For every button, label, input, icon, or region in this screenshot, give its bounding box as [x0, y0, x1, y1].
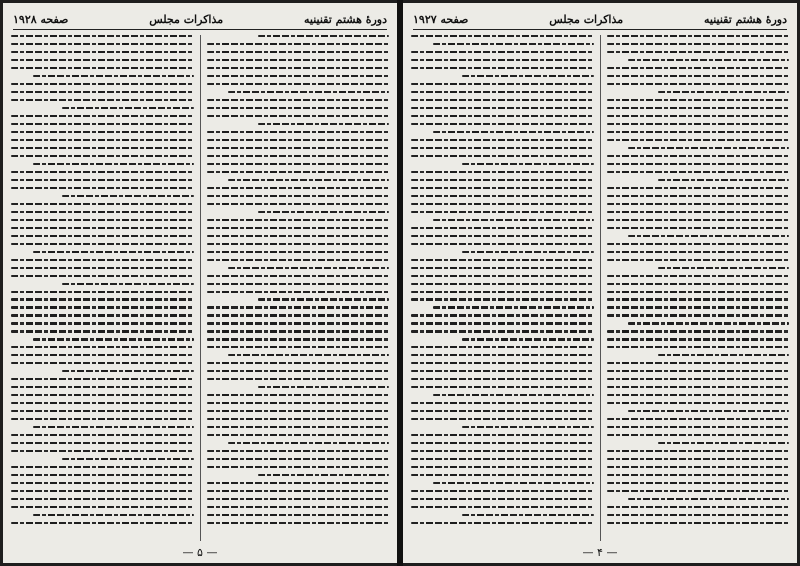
- text-line: [411, 458, 594, 460]
- text-line: [207, 498, 390, 500]
- text-line: [411, 267, 594, 269]
- text-line: [11, 139, 194, 141]
- text-line: [607, 386, 790, 388]
- text-line: [207, 291, 390, 293]
- text-line: [207, 506, 390, 508]
- text-line: [11, 498, 194, 500]
- header-session: دورهٔ هشتم تقنینیه: [304, 12, 387, 26]
- text-line: [607, 67, 790, 69]
- text-columns: [411, 35, 789, 541]
- column-divider: [600, 35, 601, 541]
- text-line: [411, 243, 594, 245]
- text-line: [33, 426, 194, 428]
- text-line: [11, 386, 194, 388]
- text-line: [258, 211, 389, 213]
- text-line: [607, 43, 790, 45]
- text-line: [228, 179, 389, 181]
- text-line: [607, 306, 790, 308]
- page-header: [13, 9, 387, 30]
- folio-number: — ۴ —: [582, 546, 618, 559]
- text-line: [628, 147, 789, 149]
- text-line: [411, 91, 594, 93]
- text-line: [207, 370, 390, 372]
- text-line: [207, 402, 390, 404]
- text-line: [607, 107, 790, 109]
- text-line: [11, 506, 194, 508]
- text-line: [11, 362, 194, 364]
- text-line: [411, 506, 594, 508]
- text-line: [607, 195, 790, 197]
- text-line: [411, 322, 594, 324]
- text-line: [11, 179, 194, 181]
- text-line: [33, 75, 194, 77]
- text-line: [411, 442, 594, 444]
- text-line: [607, 131, 790, 133]
- text-line: [207, 99, 390, 101]
- text-line: [207, 418, 390, 420]
- header-title: مذاکرات مجلس: [149, 12, 224, 26]
- text-line: [607, 330, 790, 332]
- text-line: [607, 163, 790, 165]
- text-line: [228, 442, 389, 444]
- text-line: [607, 123, 790, 125]
- text-line: [207, 314, 390, 316]
- text-line: [411, 179, 594, 181]
- text-line: [11, 243, 194, 245]
- text-line: [207, 394, 390, 396]
- text-line: [11, 442, 194, 444]
- text-line: [411, 123, 594, 125]
- text-line: [411, 291, 594, 293]
- text-line: [607, 474, 790, 476]
- text-line: [62, 458, 193, 460]
- text-line: [11, 330, 194, 332]
- text-line: [207, 410, 390, 412]
- text-line: [33, 338, 194, 340]
- text-line: [411, 434, 594, 436]
- text-line: [411, 51, 594, 53]
- text-line: [607, 291, 790, 293]
- text-line: [607, 275, 790, 277]
- text-line: [11, 418, 194, 420]
- text-line: [411, 354, 594, 356]
- right-page: [403, 3, 797, 563]
- text-line: [207, 275, 390, 277]
- text-line: [207, 75, 390, 77]
- text-line: [462, 163, 593, 165]
- text-line: [607, 83, 790, 85]
- text-line: [207, 147, 390, 149]
- text-line: [411, 67, 594, 69]
- text-line: [411, 314, 594, 316]
- text-line: [607, 259, 790, 261]
- text-line: [607, 338, 790, 340]
- text-line: [62, 107, 193, 109]
- text-line: [62, 283, 193, 285]
- text-line: [607, 219, 790, 221]
- text-line: [11, 235, 194, 237]
- text-column-right: [607, 35, 790, 541]
- text-line: [207, 171, 390, 173]
- text-line: [11, 346, 194, 348]
- text-line: [11, 187, 194, 189]
- text-line: [11, 211, 194, 213]
- text-line: [628, 322, 789, 324]
- text-line: [11, 354, 194, 356]
- text-line: [207, 67, 390, 69]
- text-line: [33, 514, 194, 516]
- text-line: [11, 474, 194, 476]
- text-line: [207, 107, 390, 109]
- text-line: [607, 522, 790, 524]
- text-line: [207, 283, 390, 285]
- text-line: [11, 275, 194, 277]
- text-line: [207, 378, 390, 380]
- text-line: [207, 330, 390, 332]
- text-line: [607, 490, 790, 492]
- text-line: [11, 43, 194, 45]
- text-line: [207, 490, 390, 492]
- text-line: [207, 362, 390, 364]
- text-line: [411, 378, 594, 380]
- text-line: [11, 522, 194, 524]
- text-line: [433, 306, 594, 308]
- text-line: [628, 235, 789, 237]
- text-line: [628, 410, 789, 412]
- page-folio: [403, 546, 797, 559]
- text-line: [607, 251, 790, 253]
- text-column-left: [411, 35, 594, 541]
- text-line: [207, 43, 390, 45]
- text-line: [607, 370, 790, 372]
- text-line: [11, 410, 194, 412]
- text-line: [411, 362, 594, 364]
- text-line: [207, 306, 390, 308]
- text-line: [607, 35, 790, 37]
- text-line: [607, 155, 790, 157]
- header-session: دورهٔ هشتم تقنینیه: [704, 12, 787, 26]
- text-line: [607, 243, 790, 245]
- text-columns: [11, 35, 389, 541]
- text-line: [207, 139, 390, 141]
- text-line: [607, 450, 790, 452]
- column-divider: [200, 35, 201, 541]
- text-line: [11, 434, 194, 436]
- text-line: [207, 338, 390, 340]
- text-line: [411, 450, 594, 452]
- text-line: [411, 211, 594, 213]
- left-page: [3, 3, 397, 563]
- text-line: [11, 131, 194, 133]
- text-line: [462, 338, 593, 340]
- text-line: [607, 314, 790, 316]
- text-line: [11, 450, 194, 452]
- text-line: [411, 418, 594, 420]
- text-line: [658, 179, 789, 181]
- text-line: [11, 203, 194, 205]
- text-line: [228, 354, 389, 356]
- text-line: [11, 155, 194, 157]
- text-line: [207, 243, 390, 245]
- text-line: [207, 227, 390, 229]
- text-line: [11, 490, 194, 492]
- text-line: [11, 394, 194, 396]
- text-line: [11, 314, 194, 316]
- text-line: [411, 171, 594, 173]
- text-line: [33, 251, 194, 253]
- text-line: [411, 35, 594, 37]
- text-line: [411, 386, 594, 388]
- header-page-number: صفحه ۱۹۲۸: [13, 12, 69, 26]
- text-line: [607, 171, 790, 173]
- text-line: [228, 91, 389, 93]
- text-line: [207, 219, 390, 221]
- text-line: [11, 115, 194, 117]
- text-line: [11, 67, 194, 69]
- text-line: [11, 51, 194, 53]
- text-line: [607, 378, 790, 380]
- text-line: [607, 99, 790, 101]
- text-line: [11, 378, 194, 380]
- text-line: [658, 267, 789, 269]
- text-line: [411, 474, 594, 476]
- text-line: [628, 59, 789, 61]
- text-line: [607, 203, 790, 205]
- text-line: [607, 139, 790, 141]
- text-line: [11, 402, 194, 404]
- text-line: [11, 298, 194, 300]
- folio-number: — ۵ —: [182, 546, 218, 559]
- text-line: [207, 131, 390, 133]
- header-page-number: صفحه ۱۹۲۷: [413, 12, 469, 26]
- text-line: [11, 291, 194, 293]
- text-line: [11, 466, 194, 468]
- text-line: [11, 219, 194, 221]
- text-line: [433, 482, 594, 484]
- text-line: [11, 35, 194, 37]
- text-line: [207, 115, 390, 117]
- text-line: [658, 354, 789, 356]
- text-line: [411, 402, 594, 404]
- text-line: [411, 259, 594, 261]
- text-line: [11, 267, 194, 269]
- text-line: [607, 466, 790, 468]
- text-line: [433, 219, 594, 221]
- text-line: [411, 99, 594, 101]
- text-line: [462, 426, 593, 428]
- text-line: [607, 75, 790, 77]
- text-line: [607, 362, 790, 364]
- text-line: [207, 450, 390, 452]
- text-line: [607, 51, 790, 53]
- text-line: [411, 139, 594, 141]
- text-line: [62, 195, 193, 197]
- text-line: [411, 370, 594, 372]
- text-line: [207, 203, 390, 205]
- text-line: [607, 394, 790, 396]
- page-header: [413, 9, 787, 30]
- text-line: [607, 418, 790, 420]
- text-line: [207, 466, 390, 468]
- text-line: [207, 51, 390, 53]
- text-line: [207, 458, 390, 460]
- text-line: [607, 187, 790, 189]
- text-line: [258, 386, 389, 388]
- text-line: [411, 490, 594, 492]
- text-line: [607, 402, 790, 404]
- text-line: [258, 35, 389, 37]
- text-line: [411, 298, 594, 300]
- text-line: [462, 75, 593, 77]
- text-line: [11, 227, 194, 229]
- text-line: [607, 227, 790, 229]
- text-line: [411, 346, 594, 348]
- text-line: [207, 426, 390, 428]
- text-column-right: [207, 35, 390, 541]
- text-line: [207, 155, 390, 157]
- text-line: [628, 498, 789, 500]
- text-line: [411, 498, 594, 500]
- text-line: [207, 59, 390, 61]
- text-line: [207, 259, 390, 261]
- text-line: [11, 83, 194, 85]
- text-line: [11, 171, 194, 173]
- text-line: [607, 514, 790, 516]
- text-line: [607, 298, 790, 300]
- text-line: [411, 107, 594, 109]
- text-line: [11, 147, 194, 149]
- text-line: [207, 346, 390, 348]
- text-line: [207, 522, 390, 524]
- text-line: [411, 155, 594, 157]
- text-line: [462, 514, 593, 516]
- text-line: [207, 187, 390, 189]
- text-line: [207, 195, 390, 197]
- header-title: مذاکرات مجلس: [549, 12, 624, 26]
- text-line: [658, 442, 789, 444]
- text-line: [207, 434, 390, 436]
- text-line: [11, 99, 194, 101]
- text-line: [607, 346, 790, 348]
- text-line: [11, 482, 194, 484]
- text-line: [11, 306, 194, 308]
- text-line: [607, 283, 790, 285]
- text-line: [411, 83, 594, 85]
- text-line: [462, 251, 593, 253]
- text-line: [411, 227, 594, 229]
- text-line: [433, 131, 594, 133]
- text-line: [11, 322, 194, 324]
- text-line: [33, 163, 194, 165]
- text-line: [411, 115, 594, 117]
- text-line: [433, 394, 594, 396]
- text-line: [228, 267, 389, 269]
- text-line: [411, 283, 594, 285]
- text-line: [62, 370, 193, 372]
- text-line: [411, 466, 594, 468]
- text-line: [411, 195, 594, 197]
- text-line: [433, 43, 594, 45]
- text-line: [411, 147, 594, 149]
- text-line: [207, 482, 390, 484]
- text-line: [607, 115, 790, 117]
- text-line: [11, 259, 194, 261]
- text-line: [11, 123, 194, 125]
- text-line: [207, 235, 390, 237]
- text-line: [607, 426, 790, 428]
- text-line: [607, 434, 790, 436]
- text-line: [207, 251, 390, 253]
- text-line: [258, 123, 389, 125]
- text-line: [207, 163, 390, 165]
- text-line: [411, 410, 594, 412]
- text-line: [207, 514, 390, 516]
- page-folio: [3, 546, 397, 559]
- text-line: [11, 59, 194, 61]
- text-line: [411, 59, 594, 61]
- text-line: [607, 211, 790, 213]
- text-line: [207, 322, 390, 324]
- text-line: [411, 235, 594, 237]
- text-line: [411, 275, 594, 277]
- text-line: [258, 474, 389, 476]
- text-line: [411, 330, 594, 332]
- text-line: [11, 91, 194, 93]
- text-line: [207, 83, 390, 85]
- text-line: [658, 91, 789, 93]
- text-line: [411, 187, 594, 189]
- text-column-left: [11, 35, 194, 541]
- text-line: [411, 522, 594, 524]
- text-line: [607, 482, 790, 484]
- text-line: [607, 506, 790, 508]
- text-line: [258, 298, 389, 300]
- text-line: [607, 458, 790, 460]
- text-line: [411, 203, 594, 205]
